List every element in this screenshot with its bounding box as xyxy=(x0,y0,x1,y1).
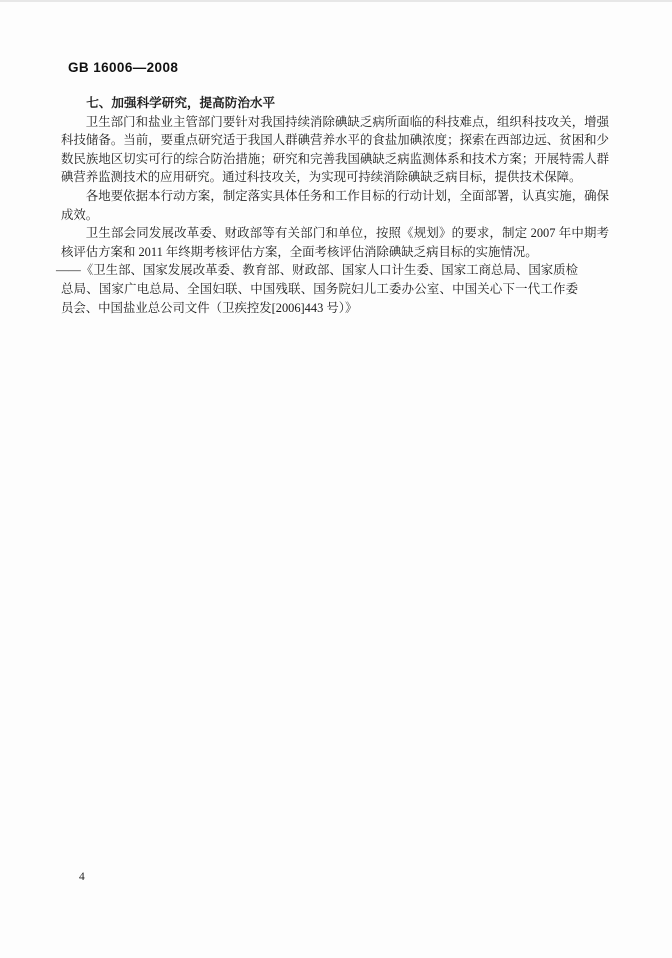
source-citation: ——《卫生部、国家发展改革委、教育部、财政部、国家人口计生委、国家工商总局、国家质检总局、国家广电总局、全国妇联、中国残联、国务院妇儿工委办公室、中国关心下一代工作委员会、中国盐业总公司文件（卫疾控发[2006]443 号）》 xyxy=(56,263,578,315)
scan-edge-artifact xyxy=(0,0,672,2)
section-heading: 七、加强科学研究，提高防治水平 xyxy=(86,96,276,110)
paragraph: 各地要依据本行动方案，制定落实具体任务和工作目标的行动计划，全面部署，认真实施，确保成效。 xyxy=(61,188,609,222)
document-body xyxy=(56,94,609,317)
paragraph: 卫生部会同发展改革委、财政部等有关部门和单位，按照《规划》的要求，制定 2007 年中期考核评估方案和 2011 年终期考核评估方案，全面考核评估消除碘缺乏病目标的实施情况。 xyxy=(61,226,609,259)
paragraph: 卫生部门和盐业主管部门要针对我国持续消除碘缺乏病所面临的科技难点，组织科技攻关，增强科技储备。当前，要重点研究适于我国人群碘营养水平的食盐加碘浓度；探索在西部边远、贫困和少数民族地区切实可行的综合防治措施；研究和完善我国碘缺乏病监测体系和技术方案；开展特需人群碘营养监测技术的应用研究。通过科技攻关，为实现可持续消除碘缺乏病目标，提供技术保障。 xyxy=(61,114,609,185)
standard-code: GB 16006—2008 xyxy=(68,60,179,75)
page-number: 4 xyxy=(79,871,85,883)
